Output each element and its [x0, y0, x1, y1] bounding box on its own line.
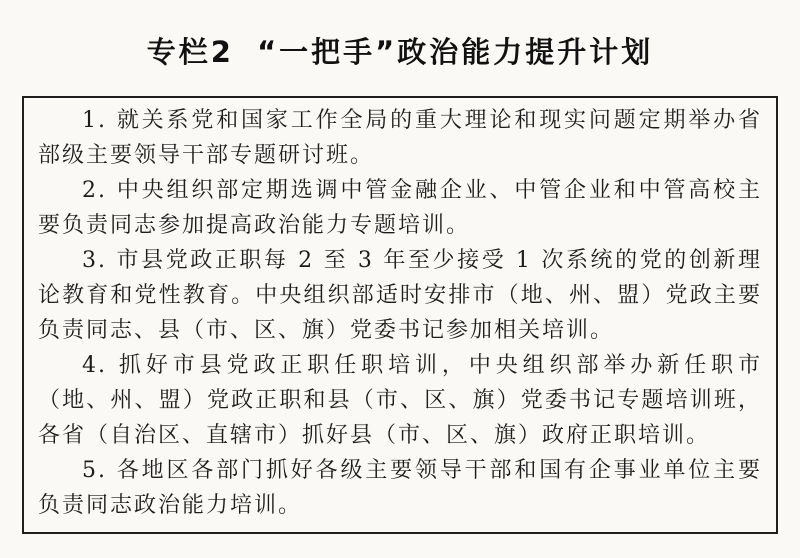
column-number-label: 专栏2	[146, 35, 234, 69]
paragraph-5: 5. 各地区各部门抓好各级主要领导干部和国有企事业单位主要负责同志政治能力培训。	[38, 458, 762, 518]
paragraph-3: 3. 市县党政正职每 2 至 3 年至少接受 1 次系统的党的创新理论教育和党性教育。中央组织部适时安排市（地、州、盟）党政主要负责同志、县（市、区、旗）党委书记参加相关培训。	[38, 248, 762, 343]
paragraph-4: 4. 抓好市县党政正职任职培训，中央组织部举办新任职市（地、州、盟）党政正职和县（市、区、旗）党委书记专题培训班，各省（自治区、直辖市）抓好县（市、区、旗）政府正职培训。	[38, 353, 762, 448]
paragraph-1: 1. 就关系党和国家工作全局的重大理论和现实问题定期举办省部级主要领导干部专题研讨班。	[38, 108, 762, 168]
paragraph-2: 2. 中央组织部定期选调中管金融企业、中管企业和中管高校主要负责同志参加提高政治能力专题培训。	[38, 178, 762, 238]
page-title	[0, 0, 800, 71]
content-box	[22, 96, 778, 534]
column-title-text: “一把手”政治能力提升计划	[257, 35, 654, 69]
